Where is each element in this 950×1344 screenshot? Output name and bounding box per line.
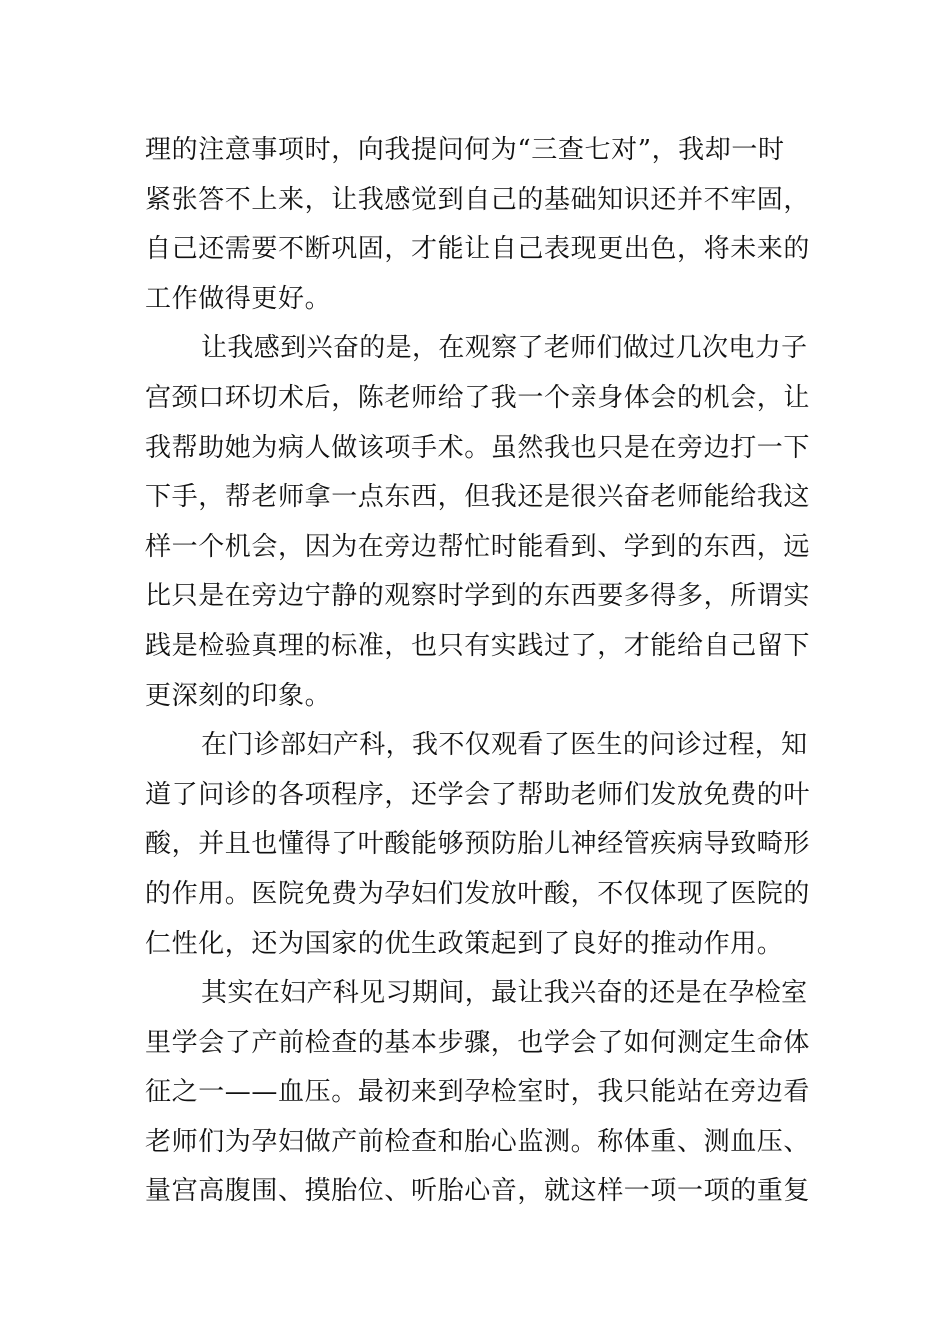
- text-line: 比只是在旁边宁静的观察时学到的东西要多得多，所谓实: [145, 581, 811, 612]
- text-line: 仁性化，还为国家的优生政策起到了良好的推动作用。: [145, 928, 784, 959]
- text-line: 宫颈口环切术后，陈老师给了我一个亲身体会的机会，让: [145, 382, 811, 413]
- text-line: 我帮助她为病人做该项手术。虽然我也只是在旁边打一下: [145, 432, 811, 463]
- text-line: 理的注意事项时，向我提问何为“三查七对”，我却一时: [145, 135, 785, 165]
- text-line: 工作做得更好。: [145, 283, 332, 314]
- text-line: 紧张答不上来，让我感觉到自己的基础知识还并不牢固，: [145, 184, 811, 215]
- text-line: 老师们为孕妇做产前检查和胎心监测。称体重、测血压、: [145, 1126, 811, 1157]
- text-line: 量宫高腹围、摸胎位、听胎心音，就这样一项一项的重复: [145, 1176, 811, 1207]
- text-line: 践是检验真理的标准，也只有实践过了，才能给自己留下: [145, 630, 811, 661]
- paragraph-first-line: 在门诊部妇产科，我不仅观看了医生的问诊过程，知: [201, 730, 808, 761]
- text-line: 下手，帮老师拿一点东西，但我还是很兴奋老师能给我这: [145, 482, 811, 513]
- text-line: 样一个机会，因为在旁边帮忙时能看到、学到的东西，远: [145, 531, 811, 562]
- text-line: 更深刻的印象。: [145, 680, 332, 711]
- text-line: 的作用。医院免费为孕妇们发放叶酸，不仅体现了医院的: [145, 878, 811, 909]
- text-line: 里学会了产前检查的基本步骤，也学会了如何测定生命体: [145, 1027, 811, 1058]
- text-line: 征之一——血压。最初来到孕检室时，我只能站在旁边看: [145, 1077, 811, 1108]
- text-line: 自己还需要不断巩固，才能让自己表现更出色，将未来的: [145, 234, 811, 265]
- paragraph-first-line: 其实在妇产科见习期间，最让我兴奋的还是在孕检室: [201, 978, 808, 1009]
- document-body: [145, 126, 810, 1217]
- text-line: 道了问诊的各项程序，还学会了帮助老师们发放免费的叶: [145, 779, 811, 810]
- paragraph-first-line: 让我感到兴奋的是，在观察了老师们做过几次电力子: [201, 333, 808, 364]
- text-line: 酸，并且也懂得了叶酸能够预防胎儿神经管疾病导致畸形: [145, 829, 811, 860]
